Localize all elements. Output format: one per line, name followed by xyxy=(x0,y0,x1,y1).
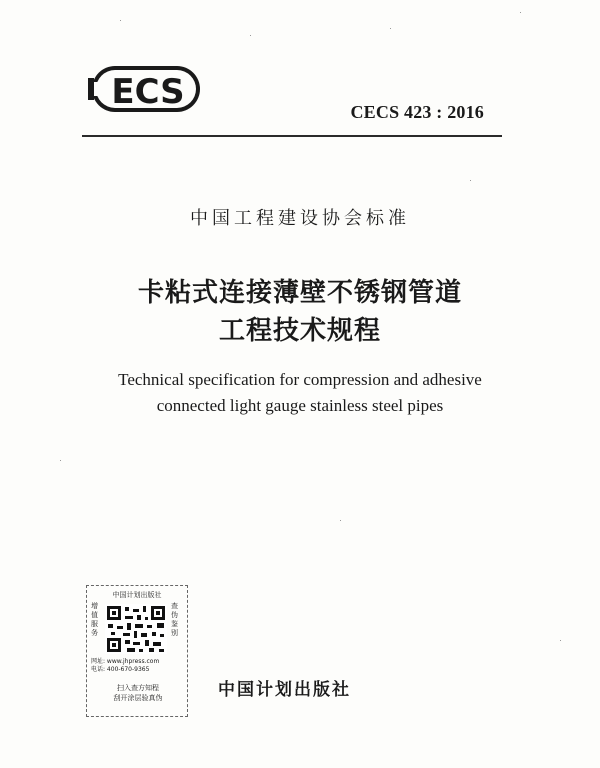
title-english-line2: connected light gauge stainless steel pipes xyxy=(156,396,444,415)
title-chinese-line2: 工程技术规程 xyxy=(218,316,381,346)
qr-code-icon[interactable] xyxy=(105,604,167,654)
qr-panel-website: 网址: www.jhpress.com xyxy=(91,658,160,665)
qr-panel-right-label: 查伪鉴别 xyxy=(171,602,178,637)
ecs-logo xyxy=(88,60,206,118)
svg-text:ECS: ECS xyxy=(111,72,185,112)
qr-panel-left-label: 增值服务 xyxy=(91,602,98,637)
qr-panel-note1: 扫入查方知程 xyxy=(117,684,159,692)
association-name: 中国工程建设协会标准 xyxy=(190,208,410,229)
publisher-name: 中国计划出版社 xyxy=(218,680,351,700)
qr-panel-phone: 电话: 400-670-9365 xyxy=(91,666,150,673)
qr-panel-note2: 刮开涂层验真伪 xyxy=(113,694,163,702)
title-english-line1: Technical specification for compression and adhesive xyxy=(118,370,482,389)
qr-panel xyxy=(86,585,188,717)
header-rule xyxy=(82,135,502,137)
standard-number: CECS 423 : 2016 xyxy=(350,102,484,122)
qr-panel-heading: 中国计划出版社 xyxy=(112,591,162,599)
title-chinese-line1: 卡粘式连接薄壁不锈钢管道 xyxy=(137,278,462,308)
